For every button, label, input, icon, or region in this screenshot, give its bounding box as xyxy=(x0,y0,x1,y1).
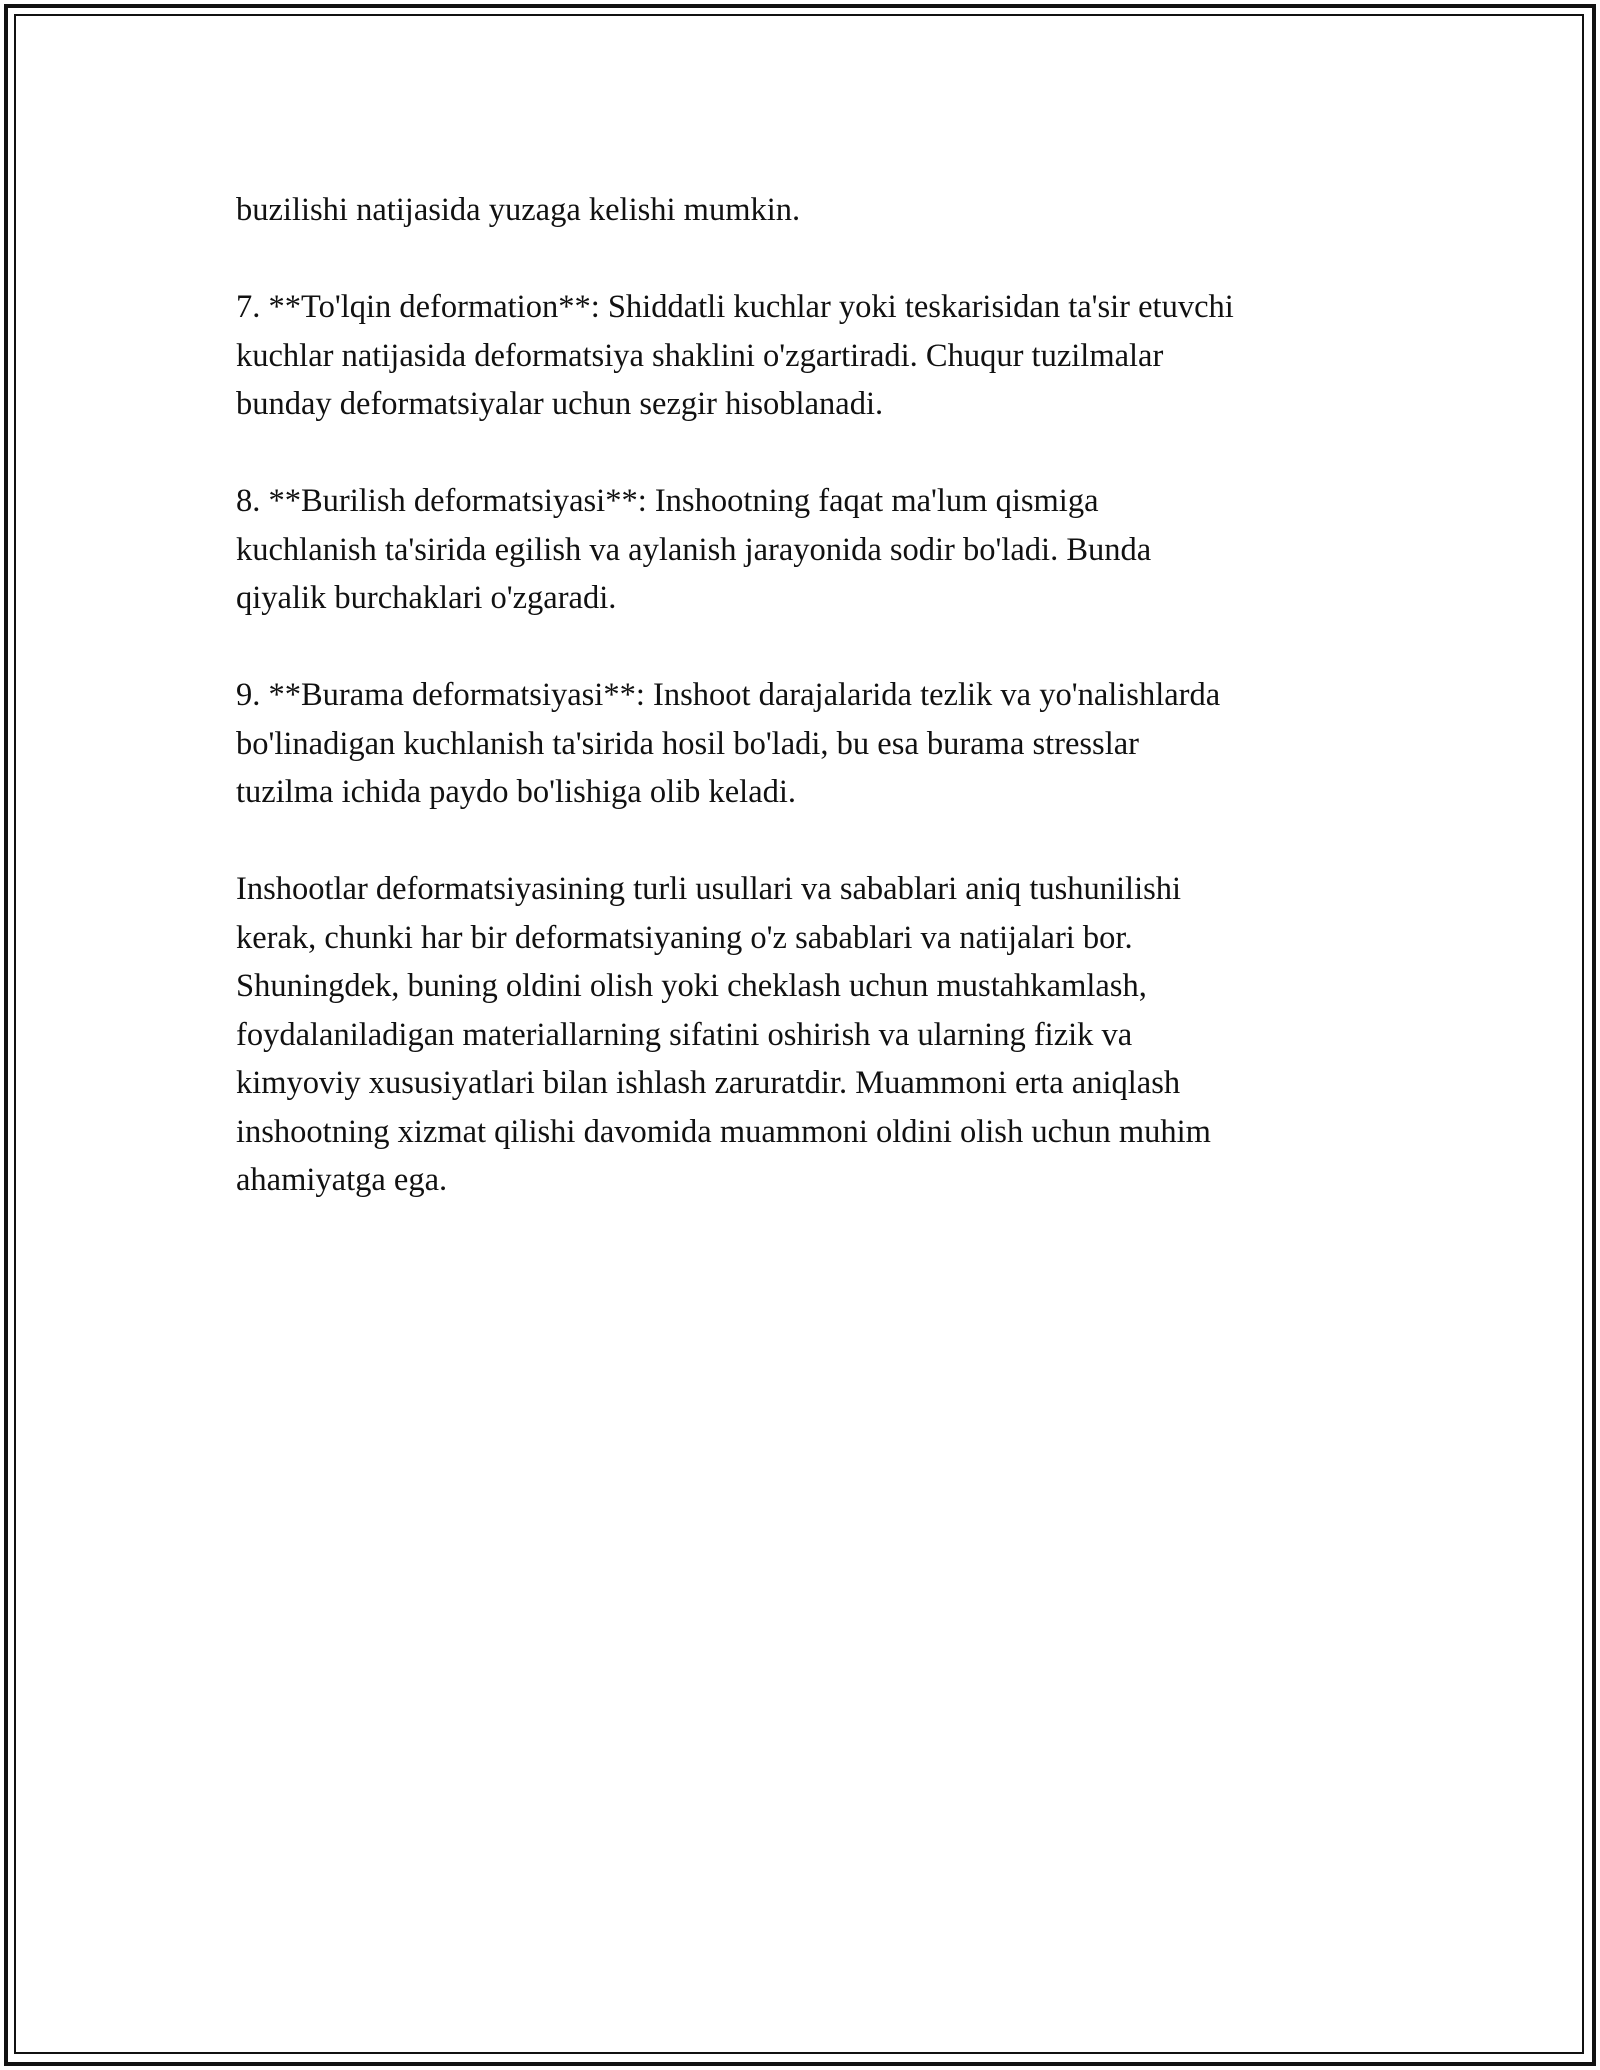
document-body xyxy=(236,186,1386,1253)
paragraph-item-8: 8. **Burilish deformatsiyasi**: Inshootning faqat ma'lum qismiga kuchlanish ta'sirida egilish va aylanish jarayonida sodir bo'ladi. Bunda qiyalik burchaklari o'zgaradi. xyxy=(236,483,1152,616)
paragraph-item-7: 7. **To'lqin deformation**: Shiddatli kuchlar yoki teskarisidan ta'sir etuvchi kuchlar natijasida deformatsiya shaklini o'zgartiradi. Chuqur tuzilmalar bunday deformatsiyalar uchun sezgir hisoblanadi. xyxy=(236,289,1234,422)
paragraph-continuation: buzilishi natijasida yuzaga kelishi mumkin. xyxy=(236,192,801,228)
paragraph-item-9: 9. **Burama deformatsiyasi**: Inshoot darajalarida tezlik va yo'nalishlarda bo'linadigan kuchlanish ta'sirida hosil bo'ladi, bu esa burama stresslar tuzilma ichida paydo bo'lishiga olib keladi. xyxy=(236,677,1221,810)
paragraph-conclusion: Inshootlar deformatsiyasining turli usullari va sabablari aniq tushunilishi kerak, chunki har bir deformatsiyaning o'z sabablari va natijalari bor. Shuningdek, buning oldini olish yoki cheklash uchun mustahkamlash, foydalaniladigan materiallarning sifatini oshirish va ularning fizik va kimyoviy xususiyatlari bilan ishlash zaruratdir. Muammoni erta aniqlash inshootning xizmat qilishi davomida muammoni oldini olish uchun muhim ahamiyatga ega. xyxy=(236,871,1211,1198)
